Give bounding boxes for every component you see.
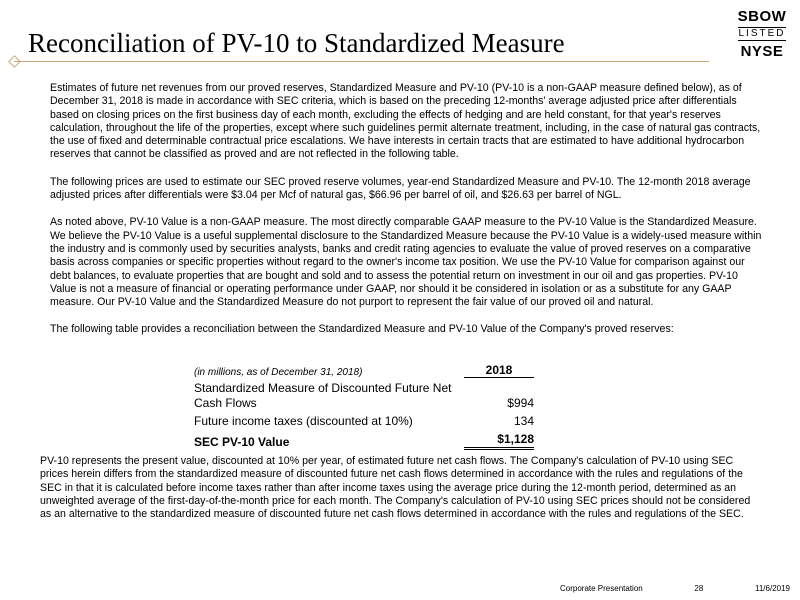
logo-listed: LISTED	[738, 28, 786, 39]
row-value-income-taxes: 134	[513, 414, 534, 428]
paragraph-non-gaap: As noted above, PV-10 Value is a non-GAAP measure. The most directly comparable GAAP measure to the PV-10 Value is the Standardized Measure. We believe the PV-10 Value is a useful supplemental disclosure to the Standardized Measure because the PV-10 Value is a widely-used measure within the industry and is commonly used by securities analysts, banks and credit rating agencies to evaluate the value of proved reserves on a comparative basis across companies or specific properties without regard to the owner's income tax position. We use the PV-10 Value for comparison against our debt balances, to evaluate properties that are bought and sold and to assess the potential return on investment in our oil and gas properties. PV-10 Value is not a measure of financial or operating performance under GAAP, nor should it be considered in isolation or as a substitute for any GAAP measure. Our PV-10 Value and the Standardized Measure do not purport to represent the fair value of our proved oil and natural.	[50, 216, 762, 309]
row-label-income-taxes: Future income taxes (discounted at 10%)	[194, 414, 413, 428]
table-year-header: 2018	[464, 363, 534, 378]
body-text	[50, 82, 766, 351]
row-value-pv10: $1,128	[464, 432, 534, 450]
footer-label: Corporate Presentation	[560, 584, 643, 593]
row-label-standardized-measure: Standardized Measure of Discounted Future Net Cash Flows	[194, 381, 452, 410]
sbow-nyse-logo	[735, 8, 789, 60]
table-header-row	[194, 362, 534, 378]
paragraph-table-intro: The following table provides a reconciliation between the Standardized Measure and PV-10 Value of the Company's proved reserves:	[50, 323, 674, 336]
logo-ticker: SBOW	[737, 8, 787, 25]
table-row	[194, 432, 534, 450]
paragraph-prices: The following prices are used to estimate our SEC proved reserve volumes, year-end Standardized Measure and PV-10. The 12-month 2018 average adjusted prices after differentials were $3.04 per Mcf of natural gas, $66.96 per barrel of oil, and $26.63 per barrel of NGL.	[50, 175, 751, 202]
footer-page-number: 28	[694, 584, 704, 593]
table-row	[194, 414, 534, 429]
page-title: Reconciliation of PV-10 to Standardized Measure	[28, 28, 565, 58]
row-value-standardized-measure: $994	[507, 396, 534, 410]
table-caption: (in millions, as of December 31, 2018)	[194, 367, 363, 378]
paragraph-estimates: Estimates of future net revenues from our proved reserves, Standardized Measure and PV-10 (PV-10 is a non-GAAP measure defined below), as of December 31, 2018 is made in accordance with SEC criteria, which is based on the preceding 12-months' average adjusted price after differentials based on closing prices on the first business day of each month, excluding the effects of hedging and are held constant, for that year's reserves calculation, throughout the life of the properties, except where such guidelines permit alternate treatment, including, in the case of natural gas contracts, the use of fixed and determinable contractual price escalations. We have interests in certain tracts that are estimated to have additional hydrocarbon reserves that cannot be classified as proved and are not reflected in the following table.	[50, 82, 761, 161]
row-label-pv10: SEC PV-10 Value	[194, 435, 290, 449]
logo-exchange: NYSE	[740, 43, 784, 60]
reconciliation-table	[194, 362, 534, 450]
table-row	[194, 381, 534, 411]
footer-date: 11/6/2019	[755, 584, 790, 593]
slide-footer	[560, 584, 790, 593]
footnote-text: PV-10 represents the present value, discounted at 10% per year, of estimated future net cash flows. The Company's calculation of PV-10 using SEC prices herein differs from the standardized measure of discounted future net cash flows determined in accordance with the rules and regulations of the SEC in that it is calculated before income taxes rather than after income taxes using the average price during the 12-month period, determined as an unweighted average of the first-day-of-the-month price for each month. The Company's calculation of PV-10 using SEC prices should not be considered as an alternative to the standardized measure of discounted future net cash flows determined in accordance with the rules and regulations of the SEC.	[40, 455, 751, 521]
title-rule	[14, 61, 709, 62]
